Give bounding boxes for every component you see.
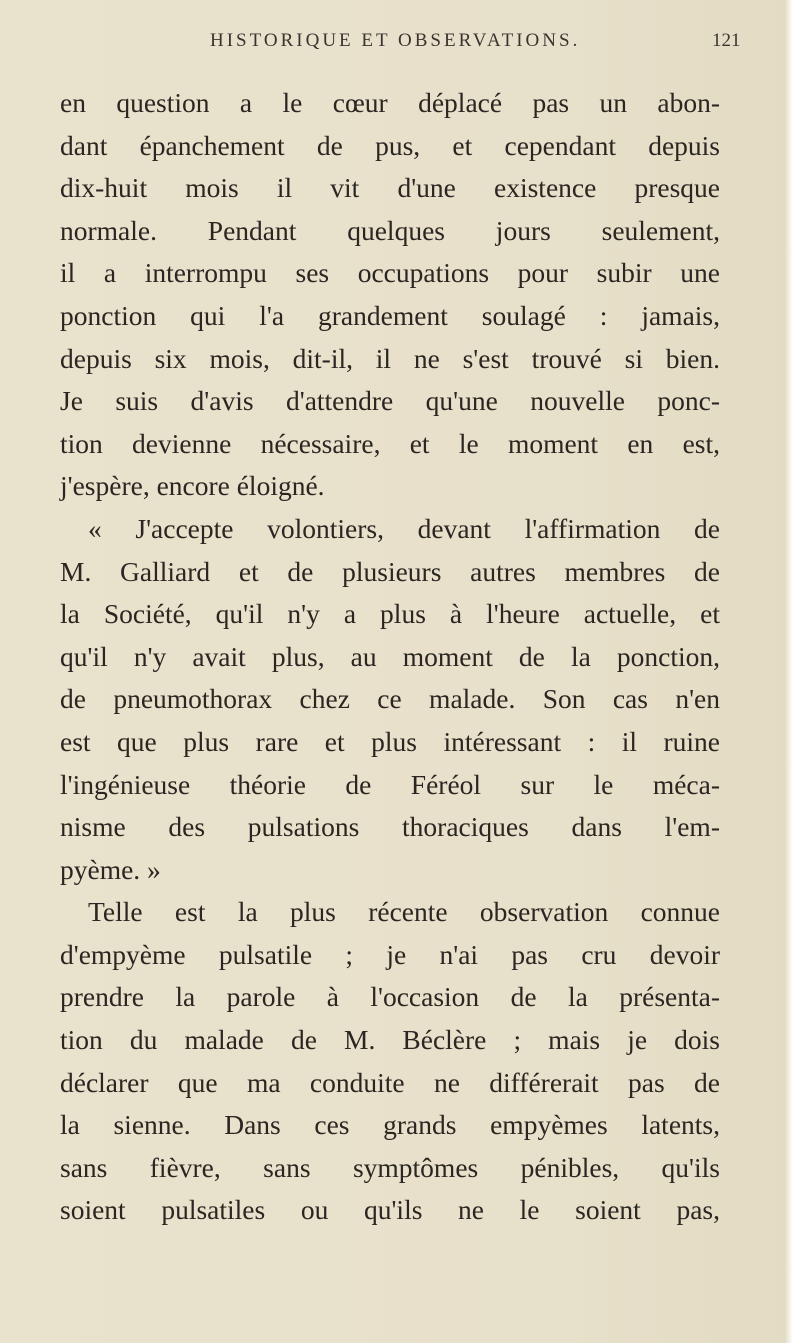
text-line: dix-huit mois il vit d'une existence presque (60, 172, 720, 204)
text-line: j'espère, encore éloigné. (60, 470, 325, 502)
text-line: depuis six mois, dit-il, il ne s'est trouvé si bien. (60, 342, 720, 374)
text-line: tion du malade de M. Béclère ; mais je dois (60, 1024, 720, 1056)
text-line: Je suis d'avis d'attendre qu'une nouvelle ponc- (60, 385, 720, 417)
page-edge (784, 0, 800, 1343)
running-title: HISTORIQUE ET OBSERVATIONS. (210, 30, 581, 51)
text-line: déclarer que ma conduite ne différerait pas de (60, 1066, 720, 1098)
text-line: dant épanchement de pus, et cependant depuis (60, 129, 720, 161)
text-line: nisme des pulsations thoraciques dans l'em- (60, 811, 720, 843)
text-line: ponction qui l'a grandement soulagé : jamais, (60, 299, 720, 331)
text-line: prendre la parole à l'occasion de la présenta- (60, 981, 720, 1013)
text-line: soient pulsatiles ou qu'ils ne le soient pas, (60, 1194, 720, 1226)
text-line: tion devienne nécessaire, et le moment en est, (60, 427, 720, 459)
text-line: d'empyème pulsatile ; je n'ai pas cru devoir (60, 938, 720, 970)
text-line: normale. Pendant quelques jours seulement, (60, 214, 720, 246)
text-line: sans fièvre, sans symptômes pénibles, qu'ils (60, 1151, 720, 1183)
running-header (210, 30, 770, 52)
text-line: est que plus rare et plus intéressant : il ruine (60, 725, 720, 757)
text-line: M. Galliard et de plusieurs autres membres de (60, 555, 720, 587)
body-text (60, 82, 720, 1232)
text-line: l'ingénieuse théorie de Féréol sur le méca- (60, 768, 720, 800)
text-line: la sienne. Dans ces grands empyèmes latents, (60, 1109, 720, 1141)
text-line: qu'il n'y avait plus, au moment de la ponction, (60, 640, 720, 672)
text-line: « J'accepte volontiers, devant l'affirmation de (88, 512, 720, 544)
text-line: pyème. » (60, 853, 161, 885)
page-number: 121 (712, 30, 741, 51)
text-line: Telle est la plus récente observation connue (88, 896, 720, 928)
text-line: la Société, qu'il n'y a plus à l'heure actuelle, et (60, 598, 720, 630)
text-line: en question a le cœur déplacé pas un abon- (60, 87, 720, 118)
text-line: de pneumothorax chez ce malade. Son cas n'en (60, 683, 720, 715)
text-line: il a interrompu ses occupations pour subir une (60, 257, 720, 289)
